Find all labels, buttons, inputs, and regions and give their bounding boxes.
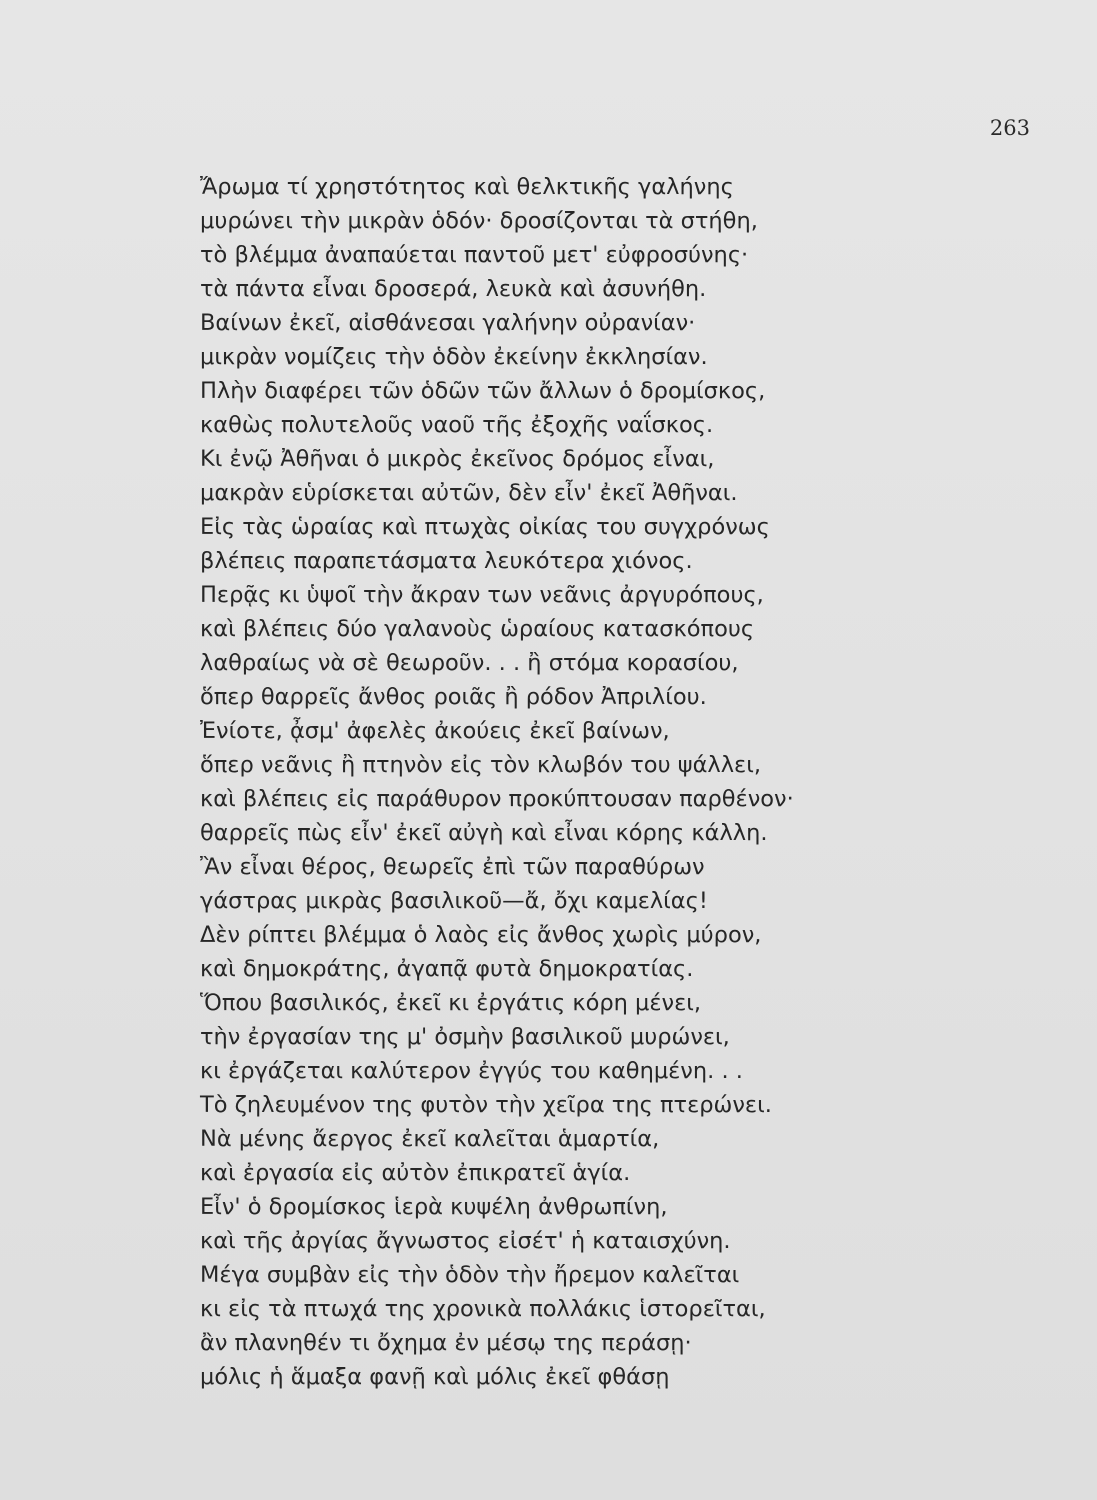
poem-line: μικρὰν νομίζεις τὴν ὁδὸν ἐκείνην ἐκκλησίαν. xyxy=(200,344,708,370)
poem-text xyxy=(200,170,1070,1394)
poem-line: καθὼς πολυτελοῦς ναοῦ τῆς ἐξοχῆς ναΐσκος. xyxy=(200,412,714,438)
poem-line: τὴν ἐργασίαν της μ' ὀσμὴν βασιλικοῦ μυρώνει, xyxy=(200,1024,730,1050)
poem-line: καὶ τῆς ἀργίας ἄγνωστος εἰσέτ' ἡ καταισχύνη. xyxy=(200,1228,731,1254)
poem-line: Εἶν' ὁ δρομίσκος ἱερὰ κυψέλη ἀνθρωπίνη, xyxy=(200,1194,668,1220)
poem-line: Ἐνίοτε, ᾆσμ' ἀφελὲς ἀκούεις ἐκεῖ βαίνων, xyxy=(200,718,670,744)
poem-line: μόλις ἡ ἅμαξα φανῇ καὶ μόλις ἐκεῖ φθάσῃ xyxy=(200,1364,670,1390)
poem-line: Πλὴν διαφέρει τῶν ὁδῶν τῶν ἄλλων ὁ δρομίσκος, xyxy=(200,378,766,404)
poem-line: καὶ βλέπεις δύο γαλανοὺς ὡραίους κατασκόπους xyxy=(200,616,755,642)
poem-line: Δὲν ρίπτει βλέμμα ὁ λαὸς εἰς ἄνθος χωρὶς μύρον, xyxy=(200,922,762,948)
poem-line: γάστρας μικρὰς βασιλικοῦ—ἄ, ὄχι καμελίας! xyxy=(200,888,708,914)
poem-line: λαθραίως νὰ σὲ θεωροῦν. . . ἢ στόμα κορασίου, xyxy=(200,650,739,676)
poem-line: μυρώνει τὴν μικρὰν ὁδόν· δροσίζονται τὰ στήθη, xyxy=(200,208,758,234)
poem-line: Ἄρωμα τί χρηστότητος καὶ θελκτικῆς γαλήνης xyxy=(200,174,734,200)
poem-line: κι ἐργάζεται καλύτερον ἐγγύς του καθημένη. . . xyxy=(200,1058,743,1084)
poem-line: καὶ ἐργασία εἰς αὐτὸν ἐπικρατεῖ ἁγία. xyxy=(200,1160,631,1186)
poem-line: Ἂν εἶναι θέρος, θεωρεῖς ἐπὶ τῶν παραθύρων xyxy=(200,854,705,880)
poem-line: ὅπερ θαρρεῖς ἄνθος ροιᾶς ἢ ρόδον Ἀπριλίου. xyxy=(200,684,707,710)
poem-line: ὅπερ νεᾶνις ἢ πτηνὸν εἰς τὸν κλωβόν του ψάλλει, xyxy=(200,752,761,778)
page-number: 263 xyxy=(989,116,1030,140)
poem-line: θαρρεῖς πὼς εἶν' ἐκεῖ αὐγὴ καὶ εἶναι κόρης κάλλη. xyxy=(200,820,768,846)
poem-line: καὶ δημοκράτης, ἀγαπᾷ φυτὰ δημοκρατίας. xyxy=(200,956,694,982)
poem-line: Τὸ ζηλευμένον της φυτὸν τὴν χεῖρα της πτερώνει. xyxy=(200,1092,772,1118)
poem-line: Νὰ μένης ἄεργος ἐκεῖ καλεῖται ἁμαρτία, xyxy=(200,1126,660,1152)
poem-line: κι εἰς τὰ πτωχά της χρονικὰ πολλάκις ἱστορεῖται, xyxy=(200,1296,766,1322)
poem-line: βλέπεις παραπετάσματα λευκότερα χιόνος. xyxy=(200,548,693,574)
poem-line: Περᾷς κι ὑψοῖ τὴν ἄκραν των νεᾶνις ἀργυρόπους, xyxy=(200,582,764,608)
poem-line: ἂν πλανηθέν τι ὄχημα ἐν μέσῳ της περάσῃ· xyxy=(200,1330,692,1356)
poem-line: Κι ἐνῷ Ἀθῆναι ὁ μικρὸς ἐκεῖνος δρόμος εἶναι, xyxy=(200,446,715,472)
poem-line: τὰ πάντα εἶναι δροσερά, λευκὰ καὶ ἀσυνήθη. xyxy=(200,276,707,302)
poem-line: μακρὰν εὑρίσκεται αὐτῶν, δὲν εἶν' ἐκεῖ Ἀθῆναι. xyxy=(200,480,738,506)
poem-line: τὸ βλέμμα ἀναπαύεται παντοῦ μετ' εὐφροσύνης· xyxy=(200,242,749,268)
poem-line: Βαίνων ἐκεῖ, αἰσθάνεσαι γαλήνην οὐρανίαν· xyxy=(200,310,696,336)
poem-line: καὶ βλέπεις εἰς παράθυρον προκύπτουσαν παρθένον· xyxy=(200,786,794,812)
poem-line: Μέγα συμβὰν εἰς τὴν ὁδὸν τὴν ἤρεμον καλεῖται xyxy=(200,1262,740,1288)
poem-line: Ὅπου βασιλικός, ἐκεῖ κι ἐργάτις κόρη μένει, xyxy=(200,990,702,1016)
poem-line: Εἰς τὰς ὡραίας καὶ πτωχὰς οἰκίας του συγχρόνως xyxy=(200,514,770,540)
